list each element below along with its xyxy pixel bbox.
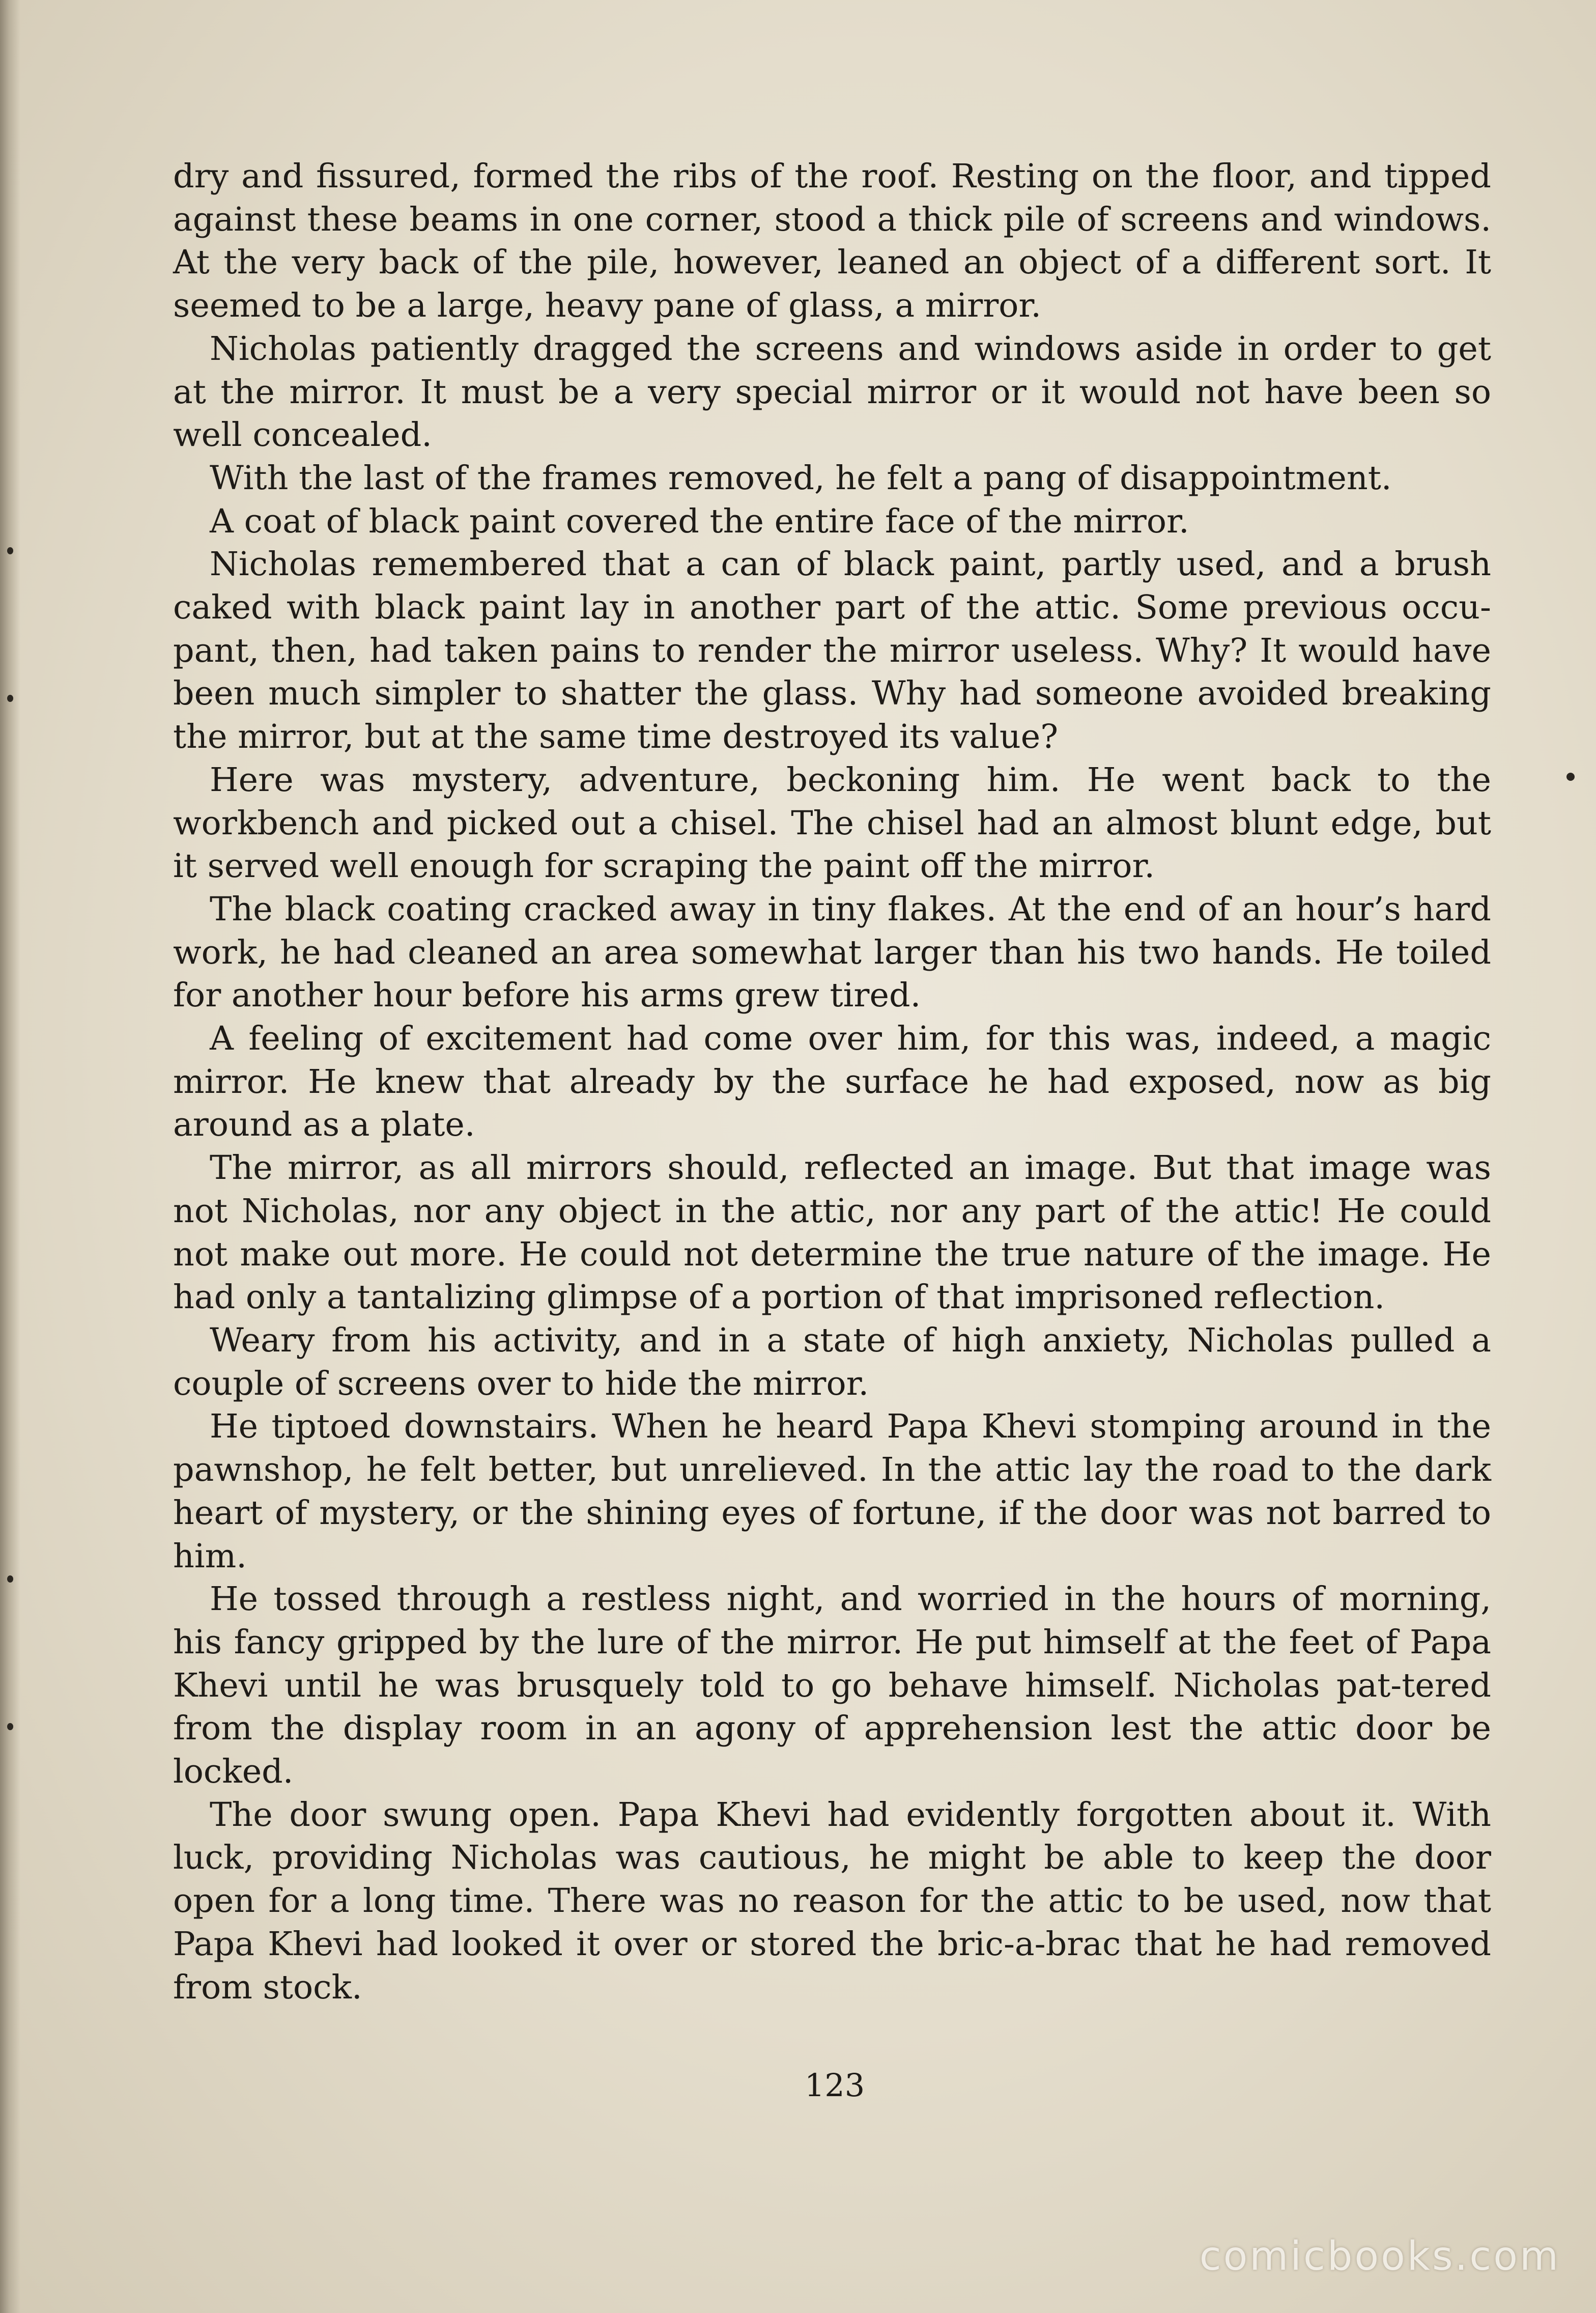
body-text (173, 155, 1491, 2009)
paragraph: The door swung open. Papa Khevi had evidently forgotten about it. With luck, providing Nicholas was cautious, he might be able to keep the door open for a long time. There was no reason for the attic to be used, now that Papa Khevi had looked it over or stored the bric-a-brac that he had removed from stock. (173, 1795, 1491, 2007)
page-spine-edge (0, 0, 20, 2313)
binding-mark (7, 695, 13, 702)
page-number: 123 (804, 2067, 865, 2104)
paragraph: Weary from his activity, and in a state of high anxiety, Nicholas pulled a couple of screens over to hide the mirror. (173, 1321, 1491, 1403)
binding-mark (7, 547, 13, 554)
paragraph: A coat of black paint covered the entire face of the mirror. (210, 502, 1189, 541)
paragraph: He tiptoed downstairs. When he heard Papa Khevi stomping around in the pawnshop, he felt better, but unrelieved. In the attic lay the road to the dark heart of mystery, or the shining eyes of fortune, if the door was not barred to him. (173, 1407, 1491, 1575)
paragraph: The black coating cracked away in tiny flakes. At the end of an hour’s hard work, he had cleaned an area somewhat larger than his two hands. He toiled for another hour before his arms grew tired. (173, 890, 1491, 1015)
binding-mark (7, 1723, 13, 1730)
paragraph: With the last of the frames removed, he felt a pang of disappointment. (210, 459, 1392, 497)
paragraph: Nicholas patiently dragged the screens and windows aside in order to get at the mirror. It must be a very special mirror or it would not have been so well concealed. (173, 329, 1491, 455)
binding-mark (7, 1575, 13, 1583)
paragraph: dry and fissured, formed the ribs of the roof. Resting on the floor, and tipped against these beams in one corner, stood a thick pile of screens and windows. At the very back of the pile, however, leaned an object of a different sort. It seemed to be a large, heavy pane of glass, a mirror. (173, 157, 1491, 325)
site-watermark: comicbooks.com (1199, 2234, 1560, 2279)
paragraph: Here was mystery, adventure, beckoning him. He went back to the workbench and picked out a chisel. The chisel had an almost blunt edge, but it served well enough for scraping the paint off the mirror. (173, 760, 1491, 886)
paragraph: Nicholas remembered that a can of black paint, partly used, and a brush caked with black paint lay in another part of the attic. Some previous occu-pant, then, had taken pains to render the mirror useless. Why? It would have been much simpler to shatter the glass. Why had someone avoided breaking the mirror, but at the same time destroyed its value? (173, 545, 1491, 756)
stray-ink-dot (1566, 773, 1575, 781)
paragraph: The mirror, as all mirrors should, reflected an image. But that image was not Nicholas, nor any object in the attic, nor any part of the attic! He could not make out more. He could not determine the true nature of the image. He had only a tantalizing glimpse of a portion of that imprisoned reflection. (173, 1149, 1491, 1317)
paragraph: He tossed through a restless night, and worried in the hours of morning, his fancy gripped by the lure of the mirror. He put himself at the feet of Papa Khevi until he was brusquely told to go behave himself. Nicholas pat-tered from the display room in an agony of apprehension lest the attic door be locked. (173, 1580, 1491, 1791)
paragraph: A feeling of excitement had come over him, for this was, indeed, a magic mirror. He knew that already by the surface he had exposed, now as big around as a plate. (173, 1020, 1491, 1144)
